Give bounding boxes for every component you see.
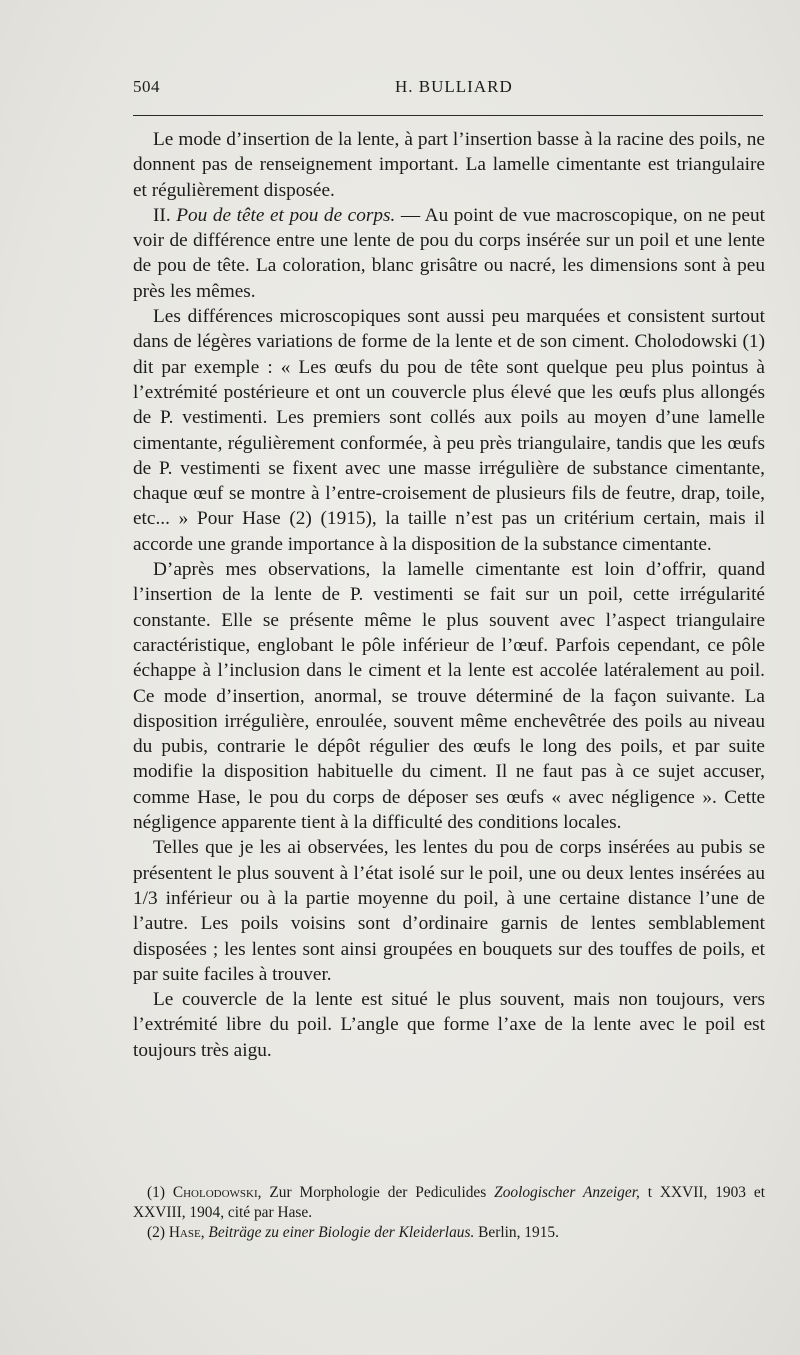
paragraph-4: D’après mes observations, la lamelle cimentante est loin d’offrir, quand l’insertion de la lente de P. vestimenti se fait sur un poil, cette irrégularité constante. Elle se présente même le plus souvent avec l’aspect triangulaire caractéristique, englobant le pôle inférieur de l’œuf. Parfois cependant, ce pôle échappe à l’inclusion dans le ciment et la lente est accolée latéralement au poil. Ce mode d’insertion, anormal, se trouve déterminé de la façon suivante. La disposition irrégulière, enroulée, souvent même enchevêtrée des poils au niveau du pubis, contrarie le dépôt régulier des œufs le long des poils, et par suite modifie la disposition habituelle du ciment. Il ne faut pas à ce sujet accuser, comme Hase, le pou du corps de déposer ses œufs « avec négligence ». Cette négligence apparente tient à la difficulté des conditions locales. <box>133 559 765 834</box>
header-rule <box>133 115 763 116</box>
body-text <box>133 127 765 1063</box>
footnote-2-title: Beiträge zu einer Biologie der Kleiderlaus. <box>208 1224 475 1241</box>
paragraph-2-text: — Au point de vue macroscopique, on ne peut voir de différence entre une lente de pou du corps insérée sur un poil et une lente de pou de tête. La coloration, blanc grisâtre ou nacré, les dimensions sont à peu près les mêmes. <box>133 204 765 302</box>
footnote-2 <box>133 1223 765 1243</box>
footnote-1-rest: t XXVII, 1903 et XXVIII, 1904, cité par Hase. <box>133 1184 765 1221</box>
section-number: II. <box>153 204 171 226</box>
paragraph-1: Le mode d’insertion de la lente, à part l’insertion basse à la racine des poils, ne donnent pas de renseignement important. La lamelle cimentante est triangulaire et régulièrement disposée. <box>133 129 765 201</box>
footnotes <box>133 1183 765 1243</box>
footnote-2-author: Hase, <box>168 1224 205 1241</box>
paragraph-3: Les différences microscopiques sont aussi peu marquées et consistent surtout dans de légères variations de forme de la lente et de son ciment. Cholodowski (1) dit par exemple : « Les œufs du pou de tête sont quelque peu plus pointus à l’extrémité postérieure et ont un couvercle plus élevé que les œufs plus allongés de P. vestimenti. Les premiers sont collés aux poils au moyen d’une lamelle cimentante, régulièrement conformée, à peu près triangulaire, tandis que les œufs de P. vestimenti se fixent avec une masse irrégulière de substance cimentante, chaque œuf se montre à l’entre-croisement de plusieurs fils de feutre, drap, toile, etc... » Pour Hase (2) (1915), la taille n’est pas un critérium certain, mais il accorde une grande importance à la disposition de la substance cimentante. <box>133 306 765 555</box>
footnote-2-rest: Berlin, 1915. <box>474 1224 559 1241</box>
footnote-1-text: Zur Morphologie der Pediculides <box>261 1184 495 1201</box>
paragraph-2 <box>133 203 765 304</box>
page-number: 504 <box>133 77 160 96</box>
footnote-1 <box>133 1183 765 1223</box>
paragraph-6: Le couvercle de la lente est situé le plus souvent, mais non toujours, vers l’extrémité libre du poil. L’angle que forme l’axe de la lente avec le poil est toujours très aigu. <box>133 989 765 1061</box>
paragraph-5: Telles que je les ai observées, les lentes du pou de corps insérées au pubis se présentent le plus souvent à l’état isolé sur le poil, une ou deux lentes insérées au 1/3 inférieur ou à la partie moyenne du poil, à une certaine distance l’une de l’autre. Les poils voisins sont d’ordinaire garnis de lentes semblablement disposées ; les lentes sont ainsi groupées en bouquets sur des touffes de poils, et par suite faciles à trouver. <box>133 837 765 985</box>
footnote-1-author: Cholodowski, <box>172 1184 262 1201</box>
footnote-1-marker: (1) <box>147 1184 165 1201</box>
running-head: H. BULLIARD <box>395 77 513 96</box>
section-title: Pou de tête et pou de corps. <box>176 204 396 226</box>
footnote-2-marker: (2) <box>147 1224 165 1241</box>
page-header <box>133 77 765 101</box>
footnote-1-journal: Zoologischer Anzeiger, <box>494 1184 640 1201</box>
